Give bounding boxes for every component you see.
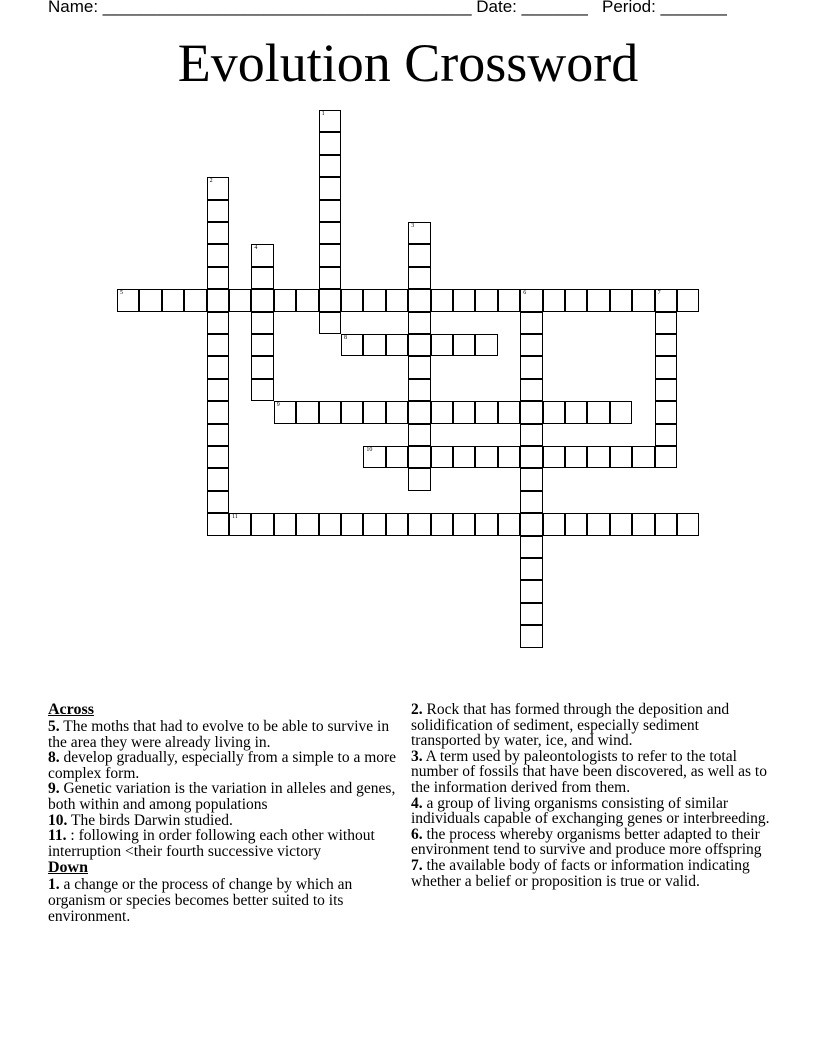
crossword-cell[interactable] xyxy=(207,356,229,378)
crossword-cell[interactable] xyxy=(386,289,408,311)
crossword-cell[interactable] xyxy=(565,446,587,468)
page-title: Evolution Crossword xyxy=(177,33,639,93)
crossword-cell[interactable] xyxy=(386,334,408,356)
clue-text: the available body of facts or information indicating whether a belief or proposition is true or valid. xyxy=(411,856,750,890)
crossword-cell[interactable] xyxy=(498,401,520,423)
crossword-cell[interactable] xyxy=(274,289,296,311)
crossword-cell[interactable] xyxy=(319,312,341,334)
crossword-cell[interactable] xyxy=(207,267,229,289)
crossword-cell[interactable] xyxy=(520,558,542,580)
crossword-cell[interactable] xyxy=(207,289,229,311)
crossword-cell[interactable] xyxy=(319,513,341,535)
period-label: Period: xyxy=(602,0,656,16)
crossword-cell[interactable] xyxy=(386,401,408,423)
crossword-cell[interactable] xyxy=(229,289,251,311)
crossword-cell[interactable] xyxy=(453,401,475,423)
name-label: Name: xyxy=(48,0,99,16)
crossword-cell[interactable] xyxy=(587,289,609,311)
crossword-cell[interactable] xyxy=(520,468,542,490)
crossword-cell[interactable] xyxy=(498,289,520,311)
crossword-cell[interactable] xyxy=(520,401,542,423)
down-clue xyxy=(411,796,771,827)
cell-clue-number: 11 xyxy=(232,514,238,521)
crossword-cell[interactable] xyxy=(207,177,229,199)
down-clue xyxy=(411,749,771,796)
crossword-cell[interactable] xyxy=(117,289,139,311)
down-clue xyxy=(411,702,771,749)
crossword-cell[interactable] xyxy=(341,401,363,423)
cell-clue-number: 2 xyxy=(209,178,213,185)
crossword-cell[interactable] xyxy=(475,334,497,356)
crossword-cell[interactable] xyxy=(207,200,229,222)
crossword-cell[interactable] xyxy=(319,132,341,154)
crossword-cell[interactable] xyxy=(341,334,363,356)
period-blank[interactable]: _______ xyxy=(655,0,727,16)
down-clue xyxy=(411,858,771,889)
crossword-cell[interactable] xyxy=(408,468,430,490)
crossword-cell[interactable] xyxy=(632,289,654,311)
clue-number: 8. xyxy=(48,749,60,767)
crossword-cell[interactable] xyxy=(341,513,363,535)
crossword-cell[interactable] xyxy=(520,289,542,311)
crossword-cell[interactable] xyxy=(341,289,363,311)
crossword-cell[interactable] xyxy=(543,401,565,423)
crossword-cell[interactable] xyxy=(655,513,677,535)
date-blank[interactable]: _______ xyxy=(516,0,593,16)
crossword-cell[interactable] xyxy=(475,513,497,535)
clue-number: 6. xyxy=(411,825,423,843)
crossword-cell[interactable] xyxy=(408,289,430,311)
clue-number: 7. xyxy=(411,856,423,874)
crossword-cell[interactable] xyxy=(520,625,542,647)
crossword-cell[interactable] xyxy=(431,513,453,535)
crossword-cell[interactable] xyxy=(319,289,341,311)
clue-text: The birds Darwin studied. xyxy=(70,811,233,829)
crossword-cell[interactable] xyxy=(251,244,273,266)
clue-number: 10. xyxy=(48,811,68,829)
across-clue xyxy=(48,781,408,812)
crossword-cell[interactable] xyxy=(251,289,273,311)
clue-number: 4. xyxy=(411,794,423,812)
crossword-cell[interactable] xyxy=(408,334,430,356)
crossword-cell[interactable] xyxy=(610,446,632,468)
crossword-cell[interactable] xyxy=(319,401,341,423)
crossword-cell[interactable] xyxy=(408,446,430,468)
crossword-cell[interactable] xyxy=(655,379,677,401)
crossword-cell[interactable] xyxy=(408,312,430,334)
across-clue xyxy=(48,719,408,750)
crossword-cell[interactable] xyxy=(274,401,296,423)
crossword-cell[interactable] xyxy=(296,401,318,423)
crossword-cell[interactable] xyxy=(453,446,475,468)
clues-column-right xyxy=(411,702,771,889)
crossword-cell[interactable] xyxy=(453,289,475,311)
crossword-cell[interactable] xyxy=(431,289,453,311)
crossword-cell[interactable] xyxy=(251,267,273,289)
clue-text: The moths that had to evolve to be able to survive in the area they were already living in. xyxy=(48,718,390,751)
crossword-cell[interactable] xyxy=(162,289,184,311)
crossword-cell[interactable] xyxy=(363,401,385,423)
crossword-cell[interactable] xyxy=(207,334,229,356)
date-label: Date: xyxy=(476,0,517,16)
crossword-cell[interactable] xyxy=(520,580,542,602)
crossword-cell[interactable] xyxy=(431,401,453,423)
crossword-cell[interactable] xyxy=(207,222,229,244)
crossword-cell[interactable] xyxy=(207,244,229,266)
crossword-cell[interactable] xyxy=(207,379,229,401)
crossword-cell[interactable] xyxy=(632,446,654,468)
crossword-cell[interactable] xyxy=(520,513,542,535)
crossword-cell[interactable] xyxy=(207,513,229,535)
crossword-cell[interactable] xyxy=(363,446,385,468)
crossword-cell[interactable] xyxy=(610,513,632,535)
across-clue xyxy=(48,750,408,781)
clue-text: Rock that has formed through the deposition and solidification of sediment, especially sediment transported by water, ice, and wind. xyxy=(411,701,730,750)
cell-clue-number: 6 xyxy=(523,290,527,297)
clue-number: 1. xyxy=(48,876,60,894)
crossword-cell[interactable] xyxy=(207,446,229,468)
cell-clue-number: 7 xyxy=(657,290,661,297)
clue-text: A term used by paleontologists to refer to the total number of fossils that have been discovered, as well as to the information derived from them. xyxy=(411,747,767,796)
down-clue xyxy=(411,827,771,858)
crossword-cell[interactable] xyxy=(543,446,565,468)
crossword-cell[interactable] xyxy=(677,513,699,535)
crossword-cell[interactable] xyxy=(543,289,565,311)
cell-clue-number: 1 xyxy=(321,111,325,117)
crossword-cell[interactable] xyxy=(453,334,475,356)
crossword-cell[interactable] xyxy=(655,356,677,378)
crossword-cell[interactable] xyxy=(408,424,430,446)
crossword-cell[interactable] xyxy=(229,513,251,535)
crossword-cell[interactable] xyxy=(319,155,341,177)
cell-clue-number: 4 xyxy=(254,245,258,252)
crossword-cell[interactable] xyxy=(655,401,677,423)
crossword-cell[interactable] xyxy=(565,289,587,311)
crossword-cell[interactable] xyxy=(565,401,587,423)
clues-column-left xyxy=(48,701,408,924)
across-clue-list xyxy=(48,719,408,859)
crossword-cell[interactable] xyxy=(520,446,542,468)
crossword-cell[interactable] xyxy=(587,446,609,468)
clue-text: the process whereby organisms better adapted to their environment tend to survive and produce more offspring xyxy=(411,825,762,859)
crossword-cell[interactable] xyxy=(655,334,677,356)
crossword-cell[interactable] xyxy=(677,289,699,311)
crossword-cell[interactable] xyxy=(319,110,341,132)
clue-number: 2. xyxy=(411,701,423,718)
crossword-cell[interactable] xyxy=(565,513,587,535)
crossword-cell[interactable] xyxy=(319,200,341,222)
crossword-cell[interactable] xyxy=(520,424,542,446)
crossword-cell[interactable] xyxy=(431,334,453,356)
crossword-cell[interactable] xyxy=(475,289,497,311)
crossword-cell[interactable] xyxy=(520,603,542,625)
cell-clue-number: 3 xyxy=(411,223,415,229)
crossword-cell[interactable] xyxy=(475,446,497,468)
clue-number: 11. xyxy=(48,827,67,845)
clue-text: a group of living organisms consisting of similar individuals capable of exchanging genes or interbreeding. xyxy=(411,794,770,828)
crossword-cell[interactable] xyxy=(296,289,318,311)
clue-text: Genetic variation is the variation in alleles and genes, both within and among populations xyxy=(48,780,396,813)
crossword-cell[interactable] xyxy=(408,379,430,401)
crossword-cell[interactable] xyxy=(520,536,542,558)
crossword-cell[interactable] xyxy=(655,424,677,446)
down-clue-list-left xyxy=(48,877,408,924)
crossword-cell[interactable] xyxy=(520,356,542,378)
crossword-cell[interactable] xyxy=(587,513,609,535)
crossword-cell[interactable] xyxy=(655,446,677,468)
crossword-cell[interactable] xyxy=(251,334,273,356)
across-clue xyxy=(48,813,408,829)
crossword-cell[interactable] xyxy=(207,424,229,446)
crossword-cell[interactable] xyxy=(139,289,161,311)
crossword-cell[interactable] xyxy=(363,334,385,356)
cell-clue-number: 9 xyxy=(276,402,280,409)
cell-clue-number: 5 xyxy=(120,290,123,297)
clue-text: : following in order following each other without interruption <their fourth successive victory xyxy=(48,827,375,860)
across-clue xyxy=(48,828,408,859)
crossword-cell[interactable] xyxy=(498,513,520,535)
crossword-cell[interactable] xyxy=(543,513,565,535)
crossword-cell[interactable] xyxy=(207,491,229,513)
crossword-cell[interactable] xyxy=(251,312,273,334)
crossword-cell[interactable] xyxy=(319,177,341,199)
crossword-cell[interactable] xyxy=(655,289,677,311)
crossword-cell[interactable] xyxy=(363,289,385,311)
crossword-cell[interactable] xyxy=(207,312,229,334)
crossword-cell[interactable] xyxy=(184,289,206,311)
crossword-cell[interactable] xyxy=(207,468,229,490)
clue-number: 5. xyxy=(48,718,60,735)
crossword-cell[interactable] xyxy=(498,446,520,468)
crossword-cell[interactable] xyxy=(251,513,273,535)
crossword-cell[interactable] xyxy=(520,491,542,513)
crossword-cell[interactable] xyxy=(296,513,318,535)
crossword-cell[interactable] xyxy=(520,312,542,334)
clue-text: a change or the process of change by which an organism or species becomes better suited to its environment. xyxy=(48,876,353,925)
crossword-cell[interactable] xyxy=(610,401,632,423)
crossword-cell[interactable] xyxy=(408,244,430,266)
crossword-cell[interactable] xyxy=(632,513,654,535)
across-heading: Across xyxy=(48,701,94,718)
clue-text: develop gradually, especially from a simple to a more complex form. xyxy=(48,749,397,782)
crossword-cell[interactable] xyxy=(274,513,296,535)
crossword-cell[interactable] xyxy=(363,513,385,535)
crossword-cell[interactable] xyxy=(319,222,341,244)
crossword-cell[interactable] xyxy=(655,312,677,334)
crossword-cell[interactable] xyxy=(453,513,475,535)
crossword-cell[interactable] xyxy=(610,289,632,311)
down-clue xyxy=(48,877,408,924)
name-blank[interactable]: _______________________________________ xyxy=(98,0,477,16)
clue-number: 9. xyxy=(48,780,60,798)
crossword-cell[interactable] xyxy=(408,513,430,535)
crossword-cell[interactable] xyxy=(207,401,229,423)
crossword-cell[interactable] xyxy=(408,401,430,423)
crossword-cell[interactable] xyxy=(475,401,497,423)
crossword-cell[interactable] xyxy=(520,379,542,401)
crossword-cell[interactable] xyxy=(587,401,609,423)
crossword-cell[interactable] xyxy=(386,446,408,468)
crossword-cell[interactable] xyxy=(319,267,341,289)
crossword-cell[interactable] xyxy=(408,267,430,289)
cell-clue-number: 8 xyxy=(344,335,347,341)
crossword-cell[interactable] xyxy=(408,356,430,378)
cell-clue-number: 10 xyxy=(366,447,373,453)
clue-number: 3. xyxy=(411,747,423,765)
crossword-cell[interactable] xyxy=(408,222,430,244)
crossword-cell[interactable] xyxy=(251,379,273,401)
crossword-cell[interactable] xyxy=(386,513,408,535)
crossword-cell[interactable] xyxy=(520,334,542,356)
crossword-cell[interactable] xyxy=(319,244,341,266)
crossword-cell[interactable] xyxy=(431,446,453,468)
down-heading: Down xyxy=(48,859,89,877)
crossword-cell[interactable] xyxy=(251,356,273,378)
